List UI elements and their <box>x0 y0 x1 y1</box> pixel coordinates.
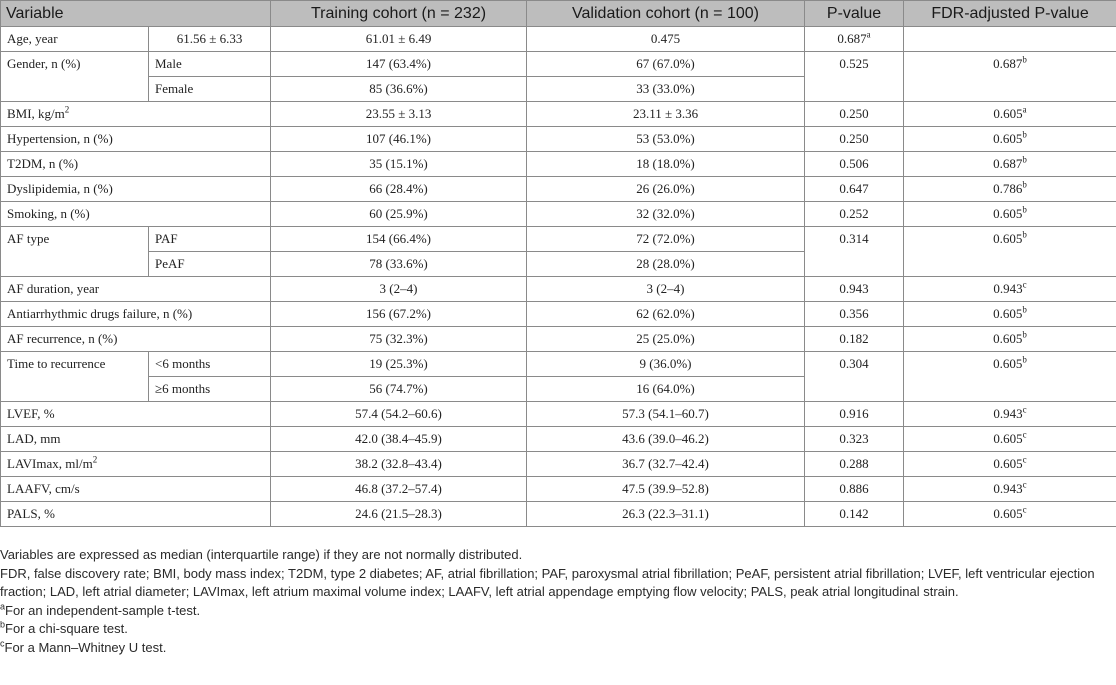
pvalue-text: 0.687 <box>837 31 867 46</box>
cell-fdr <box>904 127 1116 152</box>
row-label: LAD, mm <box>1 427 271 452</box>
cell-validation: 36.7 (32.7–42.4) <box>527 452 805 477</box>
fdr-text: 0.943 <box>993 481 1023 496</box>
cell-training: 78 (33.6%) <box>271 252 527 277</box>
footnote-mark: a <box>0 601 6 612</box>
fdr-text: 0.943 <box>993 406 1023 421</box>
cell-training: 147 (63.4%) <box>271 52 527 77</box>
table-row <box>1 302 1116 327</box>
cell-fdr <box>904 477 1116 502</box>
footnote-mark: c <box>0 638 5 649</box>
cell-validation: 47.5 (39.9–52.8) <box>527 477 805 502</box>
cell-pvalue: 0.943 <box>805 277 904 302</box>
table-row <box>1 452 1116 477</box>
footnote-mark: b <box>1022 354 1027 365</box>
cell-validation: 3 (2–4) <box>527 277 805 302</box>
cell-pvalue: 0.525 <box>805 52 904 102</box>
cell-fdr <box>904 327 1116 352</box>
table-row <box>1 327 1116 352</box>
row-label: AF duration, year <box>1 277 271 302</box>
table-row <box>1 127 1116 152</box>
cell-training: 24.6 (21.5–28.3) <box>271 502 527 527</box>
fdr-text: 0.605 <box>993 431 1023 446</box>
cell-validation: 16 (64.0%) <box>527 377 805 402</box>
cell-validation: 9 (36.0%) <box>527 352 805 377</box>
fdr-text: 0.605 <box>993 356 1023 371</box>
cell-fdr <box>904 52 1116 102</box>
cell-validation: 32 (32.0%) <box>527 202 805 227</box>
cell-pvalue: 0.323 <box>805 427 904 452</box>
cell-training: 85 (36.6%) <box>271 77 527 102</box>
fdr-text: 0.605 <box>993 331 1023 346</box>
header-validation: Validation cohort (n = 100) <box>527 1 805 27</box>
cell-training: 23.55 ± 3.13 <box>271 102 527 127</box>
cell-sub: PAF <box>149 227 271 252</box>
cell-training: 75 (32.3%) <box>271 327 527 352</box>
cell-training: 3 (2–4) <box>271 277 527 302</box>
superscript: 2 <box>92 454 98 465</box>
table-row <box>1 502 1116 527</box>
header-variable: Variable <box>1 1 271 27</box>
cell-pvalue: 0.916 <box>805 402 904 427</box>
row-label: Hypertension, n (%) <box>1 127 271 152</box>
note-a <box>0 602 1110 621</box>
cell-pvalue: 0.314 <box>805 227 904 277</box>
note-b <box>0 620 1110 639</box>
footnote-mark: c <box>1022 404 1027 415</box>
footnote-mark: b <box>1022 304 1027 315</box>
row-label <box>1 452 271 477</box>
cell-validation: 53 (53.0%) <box>527 127 805 152</box>
table-row <box>1 102 1116 127</box>
cell-fdr <box>904 502 1116 527</box>
header-row <box>1 1 1116 27</box>
cell-pvalue: 0.250 <box>805 102 904 127</box>
row-label: AF recurrence, n (%) <box>1 327 271 352</box>
footnote-mark: b <box>1022 229 1027 240</box>
row-label: LAAFV, cm/s <box>1 477 271 502</box>
footnote-mark: c <box>1022 454 1027 465</box>
footnote-mark: b <box>1022 329 1027 340</box>
cell-fdr <box>904 352 1116 402</box>
header-pvalue: P-value <box>805 1 904 27</box>
cell-training: 66 (28.4%) <box>271 177 527 202</box>
table-row <box>1 202 1116 227</box>
cell-pvalue <box>805 27 904 52</box>
cell-pvalue: 0.182 <box>805 327 904 352</box>
footnote-mark: b <box>1022 154 1027 165</box>
fdr-text: 0.687 <box>993 156 1023 171</box>
row-label: LVEF, % <box>1 402 271 427</box>
footnote-mark: b <box>1022 129 1027 140</box>
superscript: 2 <box>64 104 70 115</box>
cell-validation: 72 (72.0%) <box>527 227 805 252</box>
cell-sub: ≥6 months <box>149 377 271 402</box>
cell-validation: 28 (28.0%) <box>527 252 805 277</box>
cell-training: 107 (46.1%) <box>271 127 527 152</box>
table-row <box>1 152 1116 177</box>
cell-fdr <box>904 427 1116 452</box>
note-text: For a chi-square test. <box>5 621 128 637</box>
table-row <box>1 52 1116 77</box>
cell-pvalue: 0.886 <box>805 477 904 502</box>
cell-training: 154 (66.4%) <box>271 227 527 252</box>
row-label: T2DM, n (%) <box>1 152 271 177</box>
footnote-mark: a <box>866 29 871 40</box>
cell-validation: 57.3 (54.1–60.7) <box>527 402 805 427</box>
cell-training: 38.2 (32.8–43.4) <box>271 452 527 477</box>
table-row <box>1 477 1116 502</box>
cell-validation: 43.6 (39.0–46.2) <box>527 427 805 452</box>
cell-sub: PeAF <box>149 252 271 277</box>
label-text: BMI, kg/m <box>7 106 65 121</box>
table-row <box>1 427 1116 452</box>
cell-pvalue: 0.304 <box>805 352 904 402</box>
row-label: Age, year <box>1 27 149 52</box>
row-label: Dyslipidemia, n (%) <box>1 177 271 202</box>
cell-training: 42.0 (38.4–45.9) <box>271 427 527 452</box>
fdr-text: 0.605 <box>993 131 1023 146</box>
cell-fdr <box>904 152 1116 177</box>
cell-pvalue: 0.142 <box>805 502 904 527</box>
footnote-mark: c <box>1022 479 1027 490</box>
row-label: AF type <box>1 227 149 277</box>
cell-sub: <6 months <box>149 352 271 377</box>
fdr-text: 0.605 <box>993 506 1023 521</box>
cell-pvalue: 0.250 <box>805 127 904 152</box>
label-text: LAVImax, ml/m <box>7 456 93 471</box>
cell-training: 35 (15.1%) <box>271 152 527 177</box>
fdr-text: 0.605 <box>993 456 1023 471</box>
table-row <box>1 227 1116 252</box>
cell-fdr <box>904 177 1116 202</box>
fdr-text: 0.687 <box>993 56 1023 71</box>
cell-training: 61.01 ± 6.49 <box>271 27 527 52</box>
cell-training: 60 (25.9%) <box>271 202 527 227</box>
note-c <box>0 639 1110 658</box>
cell-validation: 23.11 ± 3.36 <box>527 102 805 127</box>
cell-sub: Female <box>149 77 271 102</box>
footnote-mark: b <box>1022 54 1027 65</box>
cell-validation: 67 (67.0%) <box>527 52 805 77</box>
cell-pvalue: 0.506 <box>805 152 904 177</box>
footnote-mark: b <box>1022 179 1027 190</box>
fdr-text: 0.605 <box>993 231 1023 246</box>
fdr-text: 0.786 <box>993 181 1023 196</box>
table-footnotes <box>0 546 1110 658</box>
cell-pvalue: 0.252 <box>805 202 904 227</box>
cell-pvalue: 0.356 <box>805 302 904 327</box>
header-fdr: FDR-adjusted P-value <box>904 1 1116 27</box>
row-label: Time to recurrence <box>1 352 149 402</box>
footnote-mark: c <box>1022 279 1027 290</box>
cell-fdr <box>904 402 1116 427</box>
fdr-text: 0.605 <box>993 106 1023 121</box>
cell-pvalue: 0.647 <box>805 177 904 202</box>
row-label <box>1 102 271 127</box>
cell-fdr <box>904 277 1116 302</box>
header-training: Training cohort (n = 232) <box>271 1 527 27</box>
cell-sub: Male <box>149 52 271 77</box>
note-abbreviations: FDR, false discovery rate; BMI, body mass index; T2DM, type 2 diabetes; AF, atrial fibrillation; PAF, paroxysmal atrial fibrillation; PeAF, persistent atrial fibrillation; LVEF, left ventricular ejection fraction; LAD, left atrial diameter; LAVImax, left atrium maximal volume index; LAAFV, left atrial appendage emptying flow velocity; PALS, peak atrial longitudinal strain. <box>0 565 1095 600</box>
cell-fdr <box>904 102 1116 127</box>
cell-validation: 18 (18.0%) <box>527 152 805 177</box>
footnote-mark: a <box>1022 104 1027 115</box>
footnote-mark: c <box>1022 429 1027 440</box>
note-distribution: Variables are expressed as median (interquartile range) if they are not normally distributed. <box>0 547 523 562</box>
cell-fdr <box>904 227 1116 277</box>
table-row <box>1 277 1116 302</box>
cell-validation: 0.475 <box>527 27 805 52</box>
cell-validation: 33 (33.0%) <box>527 77 805 102</box>
note-text: For an independent-sample t-test. <box>5 602 201 618</box>
fdr-text: 0.605 <box>993 306 1023 321</box>
row-label: PALS, % <box>1 502 271 527</box>
row-label: Gender, n (%) <box>1 52 149 102</box>
cell-training: 57.4 (54.2–60.6) <box>271 402 527 427</box>
cell-validation: 62 (62.0%) <box>527 302 805 327</box>
cell-training: 46.8 (37.2–57.4) <box>271 477 527 502</box>
footnote-mark: b <box>1022 204 1027 215</box>
table-row <box>1 352 1116 377</box>
cell-training: 56 (74.7%) <box>271 377 527 402</box>
cell-validation: 25 (25.0%) <box>527 327 805 352</box>
cell-fdr <box>904 202 1116 227</box>
cell-validation: 26.3 (22.3–31.1) <box>527 502 805 527</box>
cell-pvalue: 0.288 <box>805 452 904 477</box>
footnote-mark: c <box>1022 504 1027 515</box>
fdr-text: 0.605 <box>993 206 1023 221</box>
cell-sub: 61.56 ± 6.33 <box>149 27 271 52</box>
table-row <box>1 402 1116 427</box>
note-text: For a Mann–Whitney U test. <box>4 639 167 655</box>
footnote-mark: b <box>0 620 6 631</box>
cell-fdr <box>904 302 1116 327</box>
table-row <box>1 177 1116 202</box>
cell-validation: 26 (26.0%) <box>527 177 805 202</box>
cell-fdr <box>904 452 1116 477</box>
fdr-text: 0.943 <box>993 281 1023 296</box>
cell-training: 19 (25.3%) <box>271 352 527 377</box>
row-label: Smoking, n (%) <box>1 202 271 227</box>
cell-fdr <box>904 27 1116 52</box>
cell-training: 156 (67.2%) <box>271 302 527 327</box>
table-row <box>1 27 1116 52</box>
row-label: Antiarrhythmic drugs failure, n (%) <box>1 302 271 327</box>
